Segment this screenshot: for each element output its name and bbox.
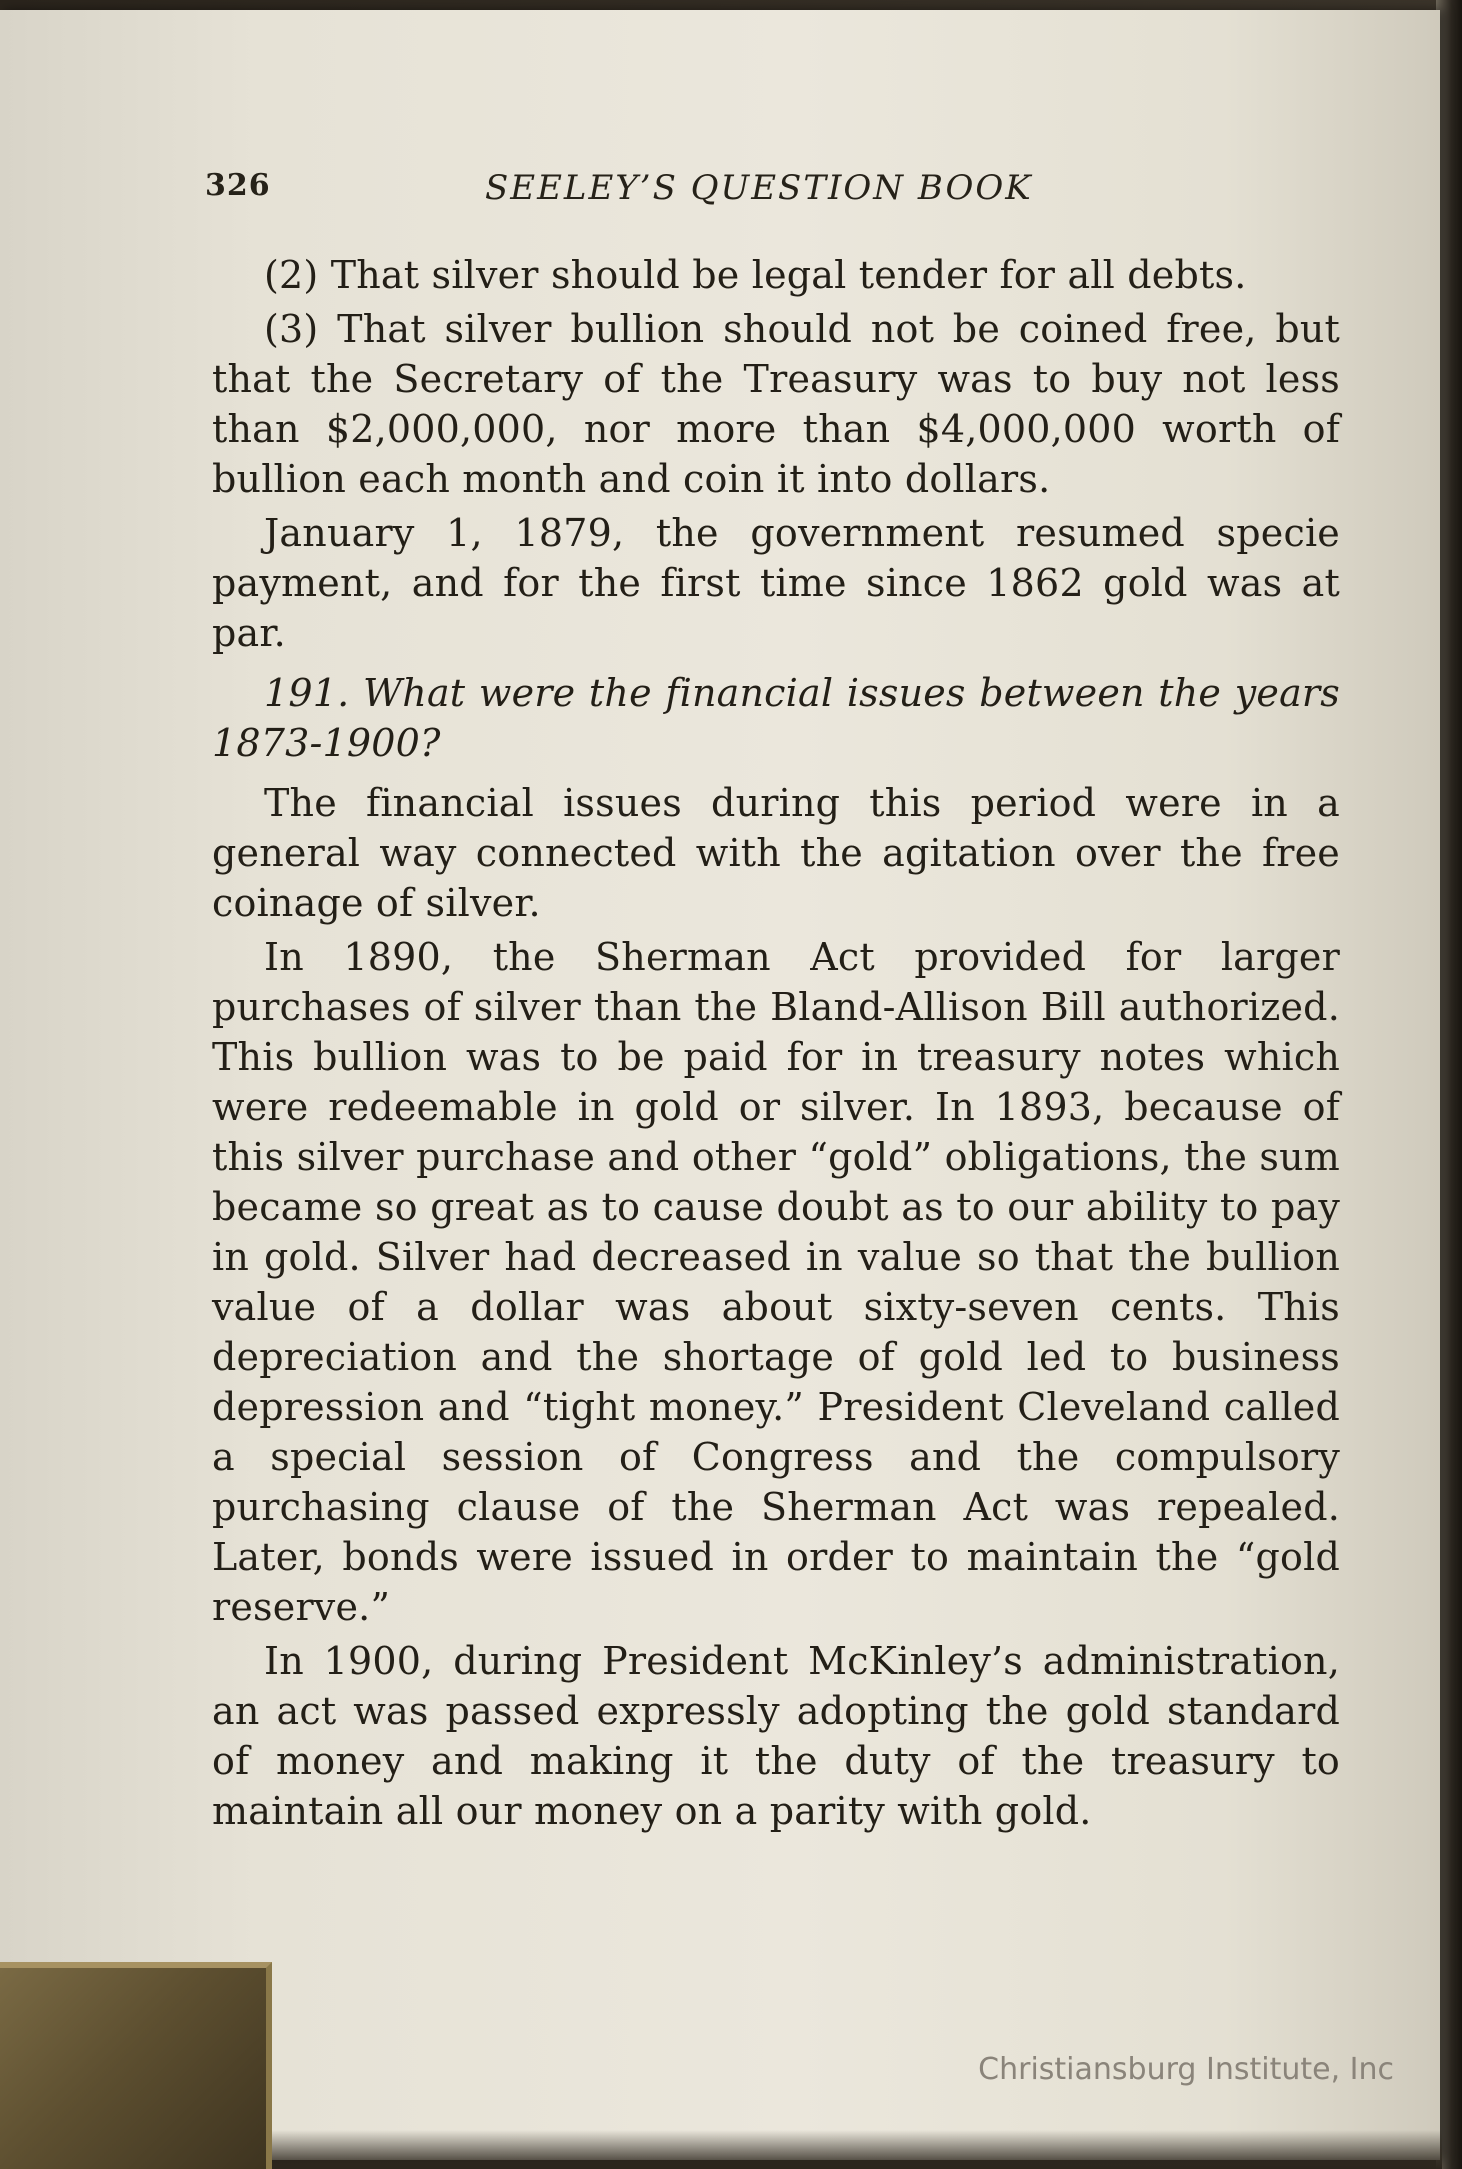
watermark-text: Christiansburg Institute, Inc xyxy=(978,2052,1394,2087)
book-page xyxy=(0,10,1440,2160)
paragraph-gold-standard: In 1900, during President McKinley’s administration, an act was passed expressly adopting the gold standard of money and making it the duty of the treasury to maintain all our money on a parity with gold. xyxy=(212,1639,1340,1833)
body-text xyxy=(212,250,1340,1840)
paragraph-legal-tender: (2) That silver should be legal tender for all debts. xyxy=(264,253,1247,297)
running-head xyxy=(205,168,1345,218)
book-cover-corner xyxy=(0,1962,272,2169)
paragraph-specie-payment: January 1, 1879, the government resumed specie payment, and for the first time since 1862 gold was at par. xyxy=(212,511,1340,655)
running-title: SEELEY’S QUESTION BOOK xyxy=(485,168,1033,208)
question-191: 191. What were the financial issues between the years 1873-1900? xyxy=(212,671,1340,765)
paragraph-bullion-purchase: (3) That silver bullion should not be coined free, but that the Secretary of the Treasury was to buy not less than $2,000,000, nor more than $4,000,000 worth of bullion each month and coin it into dollars. xyxy=(212,307,1340,501)
paragraph-financial-issues: The financial issues during this period were in a general way connected with the agitation over the free coinage of silver. xyxy=(212,781,1340,925)
paragraph-sherman-act: In 1890, the Sherman Act provided for larger purchases of silver than the Bland-Allison Bill authorized. This bullion was to be paid for in treasury notes which were redeemable in gold or silver. In 1893, because of this silver purchase and other “gold” obligations, the sum became so great as to cause doubt as to our ability to pay in gold. Silver had decreased in value so that the bullion value of a dollar was about sixty-seven cents. This depreciation and the shortage of gold led to business depression and “tight money.” President Cleveland called a special session of Congress and the compulsory purchasing clause of the Sherman Act was repealed. Later, bonds were issued in order to maintain the “gold reserve.” xyxy=(212,935,1340,1629)
page-number: 326 xyxy=(205,168,271,203)
bottom-shadow xyxy=(272,2130,1442,2169)
